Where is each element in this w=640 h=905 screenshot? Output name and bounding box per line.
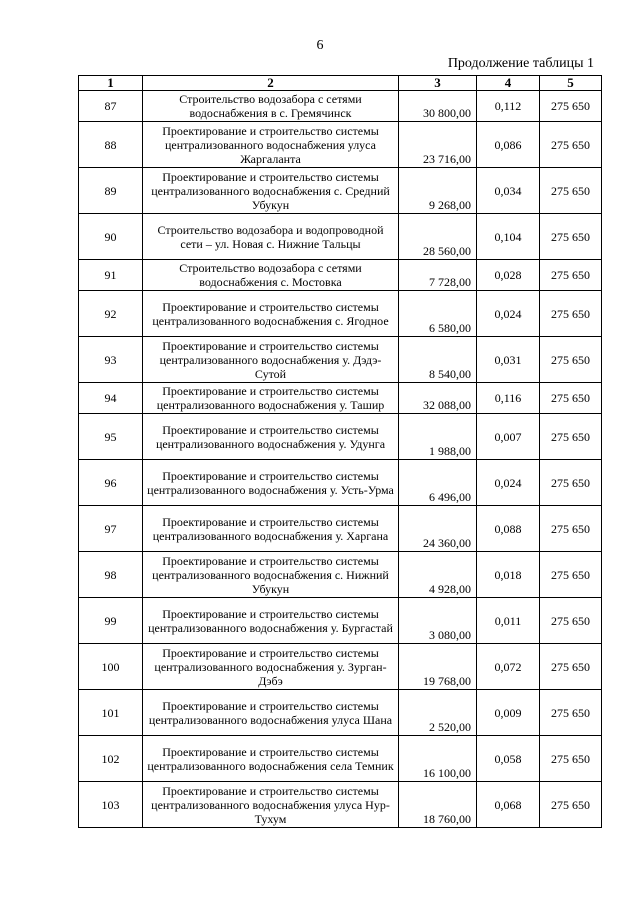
row-project-name: Строительство водозабора с сетями водоснабжения в с. Гремячинск: [143, 91, 399, 122]
row-cost: 19 768,00: [399, 644, 477, 690]
row-project-name: Проектирование и строительство системы централизованного водоснабжения улуса Шана: [143, 690, 399, 736]
table-row: [79, 506, 602, 552]
row-share: 0,028: [477, 260, 540, 291]
row-share: 0,018: [477, 552, 540, 598]
row-project-name: Проектирование и строительство системы централизованного водоснабжения с. Нижний Убукун: [143, 552, 399, 598]
row-number: 88: [79, 122, 143, 168]
row-number: 99: [79, 598, 143, 644]
row-cost: 3 080,00: [399, 598, 477, 644]
row-project-name: Проектирование и строительство системы централизованного водоснабжения у. Бургастай: [143, 598, 399, 644]
row-population: 275 650: [540, 782, 602, 828]
row-share: 0,116: [477, 383, 540, 414]
row-share: 0,088: [477, 506, 540, 552]
row-project-name: Проектирование и строительство системы централизованного водоснабжения с. Средний Убукун: [143, 168, 399, 214]
row-number: 94: [79, 383, 143, 414]
row-population: 275 650: [540, 644, 602, 690]
row-cost: 28 560,00: [399, 214, 477, 260]
table-row: [79, 552, 602, 598]
table-row: [79, 414, 602, 460]
row-share: 0,031: [477, 337, 540, 383]
row-cost: 24 360,00: [399, 506, 477, 552]
row-share: 0,024: [477, 291, 540, 337]
table-row: [79, 782, 602, 828]
row-cost: 1 988,00: [399, 414, 477, 460]
row-number: 96: [79, 460, 143, 506]
row-project-name: Строительство водозабора и водопроводной сети – ул. Новая с. Нижние Тальцы: [143, 214, 399, 260]
row-population: 275 650: [540, 460, 602, 506]
header-col-3: 3: [399, 76, 477, 91]
row-cost: 9 268,00: [399, 168, 477, 214]
row-population: 275 650: [540, 260, 602, 291]
row-population: 275 650: [540, 506, 602, 552]
header-col-1: 1: [79, 76, 143, 91]
row-project-name: Проектирование и строительство системы централизованного водоснабжения улуса Нур-Тухум: [143, 782, 399, 828]
row-share: 0,112: [477, 91, 540, 122]
row-population: 275 650: [540, 337, 602, 383]
row-population: 275 650: [540, 736, 602, 782]
table-row: [79, 460, 602, 506]
row-number: 103: [79, 782, 143, 828]
row-project-name: Проектирование и строительство системы централизованного водоснабжения с. Ягодное: [143, 291, 399, 337]
row-share: 0,007: [477, 414, 540, 460]
row-share: 0,058: [477, 736, 540, 782]
data-table: [78, 75, 602, 828]
row-project-name: Проектирование и строительство системы централизованного водоснабжения у. Усть-Урма: [143, 460, 399, 506]
row-cost: 30 800,00: [399, 91, 477, 122]
header-col-4: 4: [477, 76, 540, 91]
row-population: 275 650: [540, 383, 602, 414]
row-number: 91: [79, 260, 143, 291]
table-row: [79, 260, 602, 291]
row-population: 275 650: [540, 214, 602, 260]
row-population: 275 650: [540, 414, 602, 460]
table-row: [79, 337, 602, 383]
row-cost: 7 728,00: [399, 260, 477, 291]
row-share: 0,072: [477, 644, 540, 690]
row-cost: 23 716,00: [399, 122, 477, 168]
table-body: [79, 91, 602, 828]
row-project-name: Проектирование и строительство системы централизованного водоснабжения у. Харгана: [143, 506, 399, 552]
row-number: 87: [79, 91, 143, 122]
row-population: 275 650: [540, 291, 602, 337]
row-project-name: Проектирование и строительство системы централизованного водоснабжения у. Ташир: [143, 383, 399, 414]
table-row: [79, 644, 602, 690]
table-row: [79, 214, 602, 260]
row-project-name: Проектирование и строительство системы централизованного водоснабжения у. Удунга: [143, 414, 399, 460]
table-row: [79, 690, 602, 736]
row-cost: 18 760,00: [399, 782, 477, 828]
row-project-name: Проектирование и строительство системы централизованного водоснабжения у. Зурган-Дэбэ: [143, 644, 399, 690]
table-row: [79, 736, 602, 782]
row-project-name: Проектирование и строительство системы централизованного водоснабжения села Темник: [143, 736, 399, 782]
row-cost: 32 088,00: [399, 383, 477, 414]
page-number: 6: [316, 38, 324, 53]
row-cost: 2 520,00: [399, 690, 477, 736]
row-population: 275 650: [540, 91, 602, 122]
table-row: [79, 383, 602, 414]
row-number: 89: [79, 168, 143, 214]
header-row: [79, 76, 602, 91]
row-number: 97: [79, 506, 143, 552]
row-cost: 4 928,00: [399, 552, 477, 598]
row-number: 98: [79, 552, 143, 598]
row-share: 0,034: [477, 168, 540, 214]
row-cost: 6 580,00: [399, 291, 477, 337]
row-cost: 6 496,00: [399, 460, 477, 506]
row-share: 0,009: [477, 690, 540, 736]
row-population: 275 650: [540, 598, 602, 644]
row-population: 275 650: [540, 122, 602, 168]
row-number: 95: [79, 414, 143, 460]
table-continuation-caption: Продолжение таблицы 1: [447, 56, 594, 71]
row-number: 100: [79, 644, 143, 690]
row-number: 92: [79, 291, 143, 337]
row-share: 0,104: [477, 214, 540, 260]
table-row: [79, 122, 602, 168]
row-share: 0,011: [477, 598, 540, 644]
row-project-name: Проектирование и строительство системы централизованного водоснабжения улуса Жаргаланта: [143, 122, 399, 168]
row-share: 0,068: [477, 782, 540, 828]
row-share: 0,024: [477, 460, 540, 506]
header-col-5: 5: [540, 76, 602, 91]
row-number: 93: [79, 337, 143, 383]
row-population: 275 650: [540, 552, 602, 598]
row-number: 102: [79, 736, 143, 782]
row-number: 90: [79, 214, 143, 260]
row-share: 0,086: [477, 122, 540, 168]
row-cost: 16 100,00: [399, 736, 477, 782]
row-project-name: Строительство водозабора с сетями водоснабжения с. Мостовка: [143, 260, 399, 291]
header-col-2: 2: [143, 76, 399, 91]
table-row: [79, 91, 602, 122]
row-number: 101: [79, 690, 143, 736]
table-row: [79, 291, 602, 337]
row-project-name: Проектирование и строительство системы централизованного водоснабжения у. Дэдэ-Сутой: [143, 337, 399, 383]
table-row: [79, 598, 602, 644]
row-population: 275 650: [540, 168, 602, 214]
row-population: 275 650: [540, 690, 602, 736]
table-row: [79, 168, 602, 214]
row-cost: 8 540,00: [399, 337, 477, 383]
